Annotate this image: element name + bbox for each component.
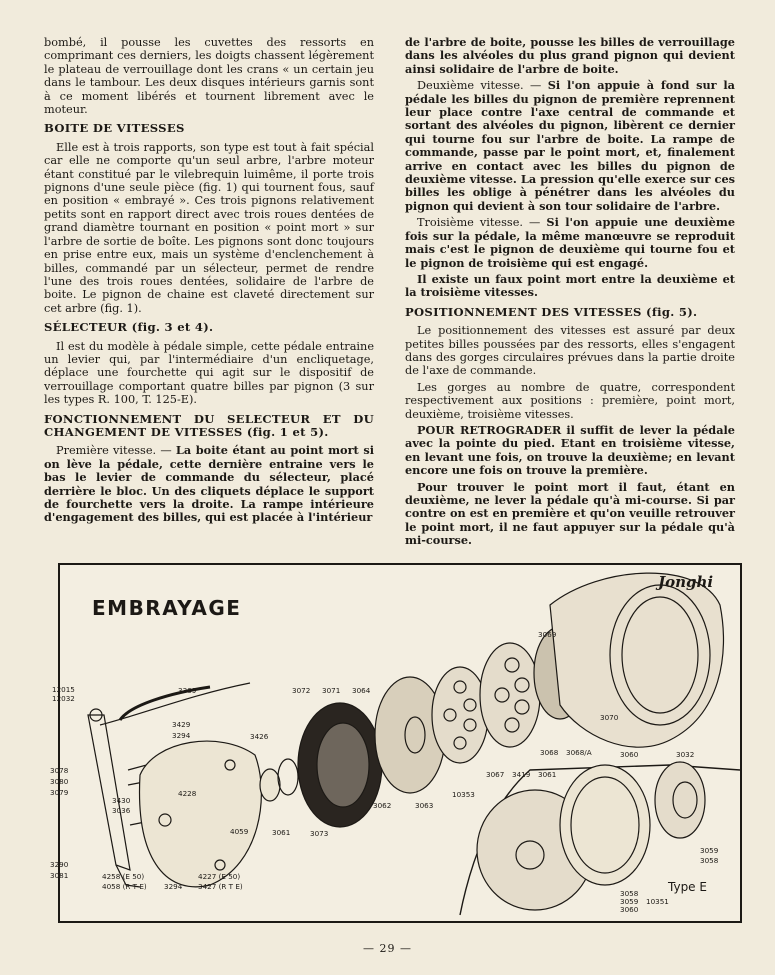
callout-3073: 3073 — [310, 829, 329, 838]
callout-3036: 3036 — [112, 806, 131, 815]
callout-3072: 3072 — [292, 686, 311, 695]
paragraph-troisieme-vitesse — [405, 216, 735, 270]
retrograder-lead: POUR RETROGRADER — [417, 422, 562, 437]
jonghi-logo: Jonghi — [658, 573, 714, 591]
troisieme-lead: Troisième vitesse. — — [417, 216, 541, 230]
callout-3290: 3290 — [50, 860, 69, 869]
callout-3068: 3068 — [540, 748, 559, 757]
callout-3070: 3070 — [600, 713, 619, 722]
premiere-lead: Première vitesse. — — [56, 444, 172, 458]
paragraph-positionnement: Le positionnement des vitesses est assuré par deux petites billes poussées par des ressorts, elles s'engagent dans des gorges circulaires prévues dans la partie droite de l'axe de commande. — [405, 324, 735, 378]
callout-3081: 3081 — [50, 871, 69, 880]
paragraph-premiere-vitesse — [44, 444, 374, 524]
callout-3064: 3064 — [352, 686, 371, 695]
callout-4059: 4059 — [230, 827, 249, 836]
type-e-label: Type E — [668, 880, 707, 894]
callout-3069: 3069 — [538, 630, 557, 639]
callout-10351: 10351 — [646, 897, 669, 906]
callout-3059: 3059 — [700, 846, 719, 855]
callout-3369: 3369 — [178, 686, 197, 695]
heading-selecteur: SÉLECTEUR (fig. 3 et 4). — [44, 320, 214, 335]
embrayage-figure — [50, 563, 742, 923]
callout-10353: 10353 — [452, 790, 475, 799]
callout-3061-left: 3061 — [272, 828, 291, 837]
paragraph-selecteur: Il est du modèle à pédale simple, cette pédale entraine un levier qui, par l'intermédiaire d'un encliquetage, déplace une fourchette qui agit sur le dispositif de verrouillage comportant quatre billes par pignon (3 sur les types R. 100, T. 125-E). — [44, 339, 374, 407]
paragraph-deuxieme-vitesse — [405, 79, 735, 213]
callout-4258: 4258 (E 50) — [102, 872, 145, 881]
callout-3294: 3294 — [172, 731, 191, 740]
callout-3078: 3078 — [50, 766, 69, 775]
page-number: — 29 — — [363, 942, 412, 955]
callout-3294-bottom: 3294 — [164, 882, 183, 891]
callout-3067: 3067 — [486, 770, 505, 779]
callout-4227: 4227 (E 50) — [198, 872, 241, 881]
callout-12032: 12032 — [52, 694, 75, 703]
figure-title: EMBRAYAGE — [92, 596, 242, 620]
retrograder-text: il suffit de lever la pédale avec la pointe du pied. Etant en troisième vitesse, en levant une fois, on trouve la deuxième; en levant encore une fois on trouve la première. — [405, 422, 735, 478]
callout-3419: 3419 — [512, 770, 531, 779]
callout-3060: 3060 — [620, 750, 639, 759]
paragraph-embrayage-end: bombé, il pousse les cuvettes des ressorts en comprimant ces derniers, les doigts chassent légèrement le plateau de verrouillage dont les crans « un certain jeu dans le tambour. Les deux disques intérieurs garnis sont à ce moment libérés et tournent librement avec le moteur. — [44, 36, 374, 117]
callout-3426: 3426 — [250, 732, 269, 741]
callout-3062: 3062 — [373, 801, 392, 810]
premiere-text: La boite étant au point mort si on lève la pédale, cette dernière entraine vers le bas le levier de commande du sélecteur, placé derrière le bloc. Un des cliquets déplace le support de fourchette vers la droite. La rampe intérieure d'engagement des billes, qui est placée à l'intérieur — [44, 443, 374, 525]
callout-3429: 3429 — [172, 720, 191, 729]
left-text-column — [44, 36, 374, 528]
paragraph-gorges: Les gorges au nombre de quatre, correspondent respectivement aux positions : première, point mort, deuxième, troisième vitesses. — [405, 380, 735, 421]
callout-3430: 3430 — [112, 796, 131, 805]
callout-4058: 4058 (R T E) — [102, 882, 147, 891]
troisieme-text: Si l'on appuie une deuxième fois sur la pédale, la même manœuvre se reproduit mais c'est le pignon de deuxième qui tourne fou et le pignon de troisième qui est engagé. — [405, 215, 736, 270]
callout-3059-bottom: 3059 — [620, 897, 639, 906]
callout-3071: 3071 — [322, 686, 341, 695]
paragraph-continuation: de l'arbre de boite, pousse les billes de verrouillage dans les alvéoles du plus grand pignon qui devient ainsi solidaire de l'arbre de boite. — [405, 35, 735, 76]
heading-positionnement: POSITIONNEMENT DES VITESSES (fig. 5). — [405, 304, 698, 319]
exploded-clutch-drawing — [60, 565, 740, 921]
paragraph-point-mort: Pour trouver le point mort il faut, étant en deuxième, ne lever la pédale qu'à mi-course. Si par contre on est en première et qu'on veuille retrouver le point mort, il ne faut appuyer sur la pédale qu'à mi-course. — [405, 479, 735, 548]
heading-boite-de-vitesses: BOITE DE VITESSES — [44, 121, 185, 136]
callout-3427: 3427 (R T E) — [198, 882, 243, 891]
callout-3080: 3080 — [50, 777, 69, 786]
paragraph-retrograder — [405, 424, 735, 478]
deuxieme-lead: Deuxième vitesse. — — [417, 79, 542, 93]
callout-3061-right: 3061 — [538, 770, 557, 779]
callout-3063: 3063 — [415, 801, 434, 810]
heading-fonctionnement: FONCTIONNEMENT DU SELECTEUR ET DU CHANGEMENT DE VITESSES (fig. 1 et 5). — [44, 411, 374, 439]
callout-3060-bottom: 3060 — [620, 905, 639, 914]
callout-3068a: 3068/A — [566, 748, 592, 757]
callout-12015: 12015 — [52, 685, 75, 694]
paragraph-faux-point-mort: Il existe un faux point mort entre la deuxième et la troisième vitesses. — [405, 271, 735, 300]
callout-3079: 3079 — [50, 788, 69, 797]
callout-3058-bottom: 3058 — [620, 889, 639, 898]
right-text-column — [405, 36, 735, 551]
callout-4228: 4228 — [178, 789, 197, 798]
paragraph-boite: Elle est à trois rapports, son type est tout à fait spécial car elle ne comporte qu'un seul arbre, l'arbre moteur étant constitué par le vilebrequin luimême, il porte trois pignons d'une seule pièce (fig. 1) qui tournent fous, sauf en position « embrayé ». Ces trois pignons relativement petits sont en rapport direct avec trois roues dentées de grand diamètre tournant en position « point mort » sur l'arbre de sortie de boîte. Les pignons sont donc toujours en prise entre eux, mais un système d'enclenchement à billes, commandé par un sélecteur, permet de rendre l'une des trois roues dentées, solidaire de l'arbre de boite. Le pignon de chaine est claveté directement sur cet arbre (fig. 1). — [44, 140, 374, 315]
deuxieme-text: Si l'on appuie à fond sur la pédale les billes du pignon de première reprennent leur place contre l'axe central de commande et sortant des alvéoles du pignon, libèrent ce dernier qui tourne fou sur l'arbre de boite. La rampe de commande, passe par le point mort, et, finalement arrive en contact avec les billes du pignon de deuxième vitesse. La pression qu'elle exerce sur ces billes les oblige à pénétrer dans les alvéoles du pignon qui devient à son tour solidaire de l'arbre. — [405, 78, 736, 213]
callout-3032: 3032 — [676, 750, 695, 759]
callout-3058: 3058 — [700, 856, 719, 865]
